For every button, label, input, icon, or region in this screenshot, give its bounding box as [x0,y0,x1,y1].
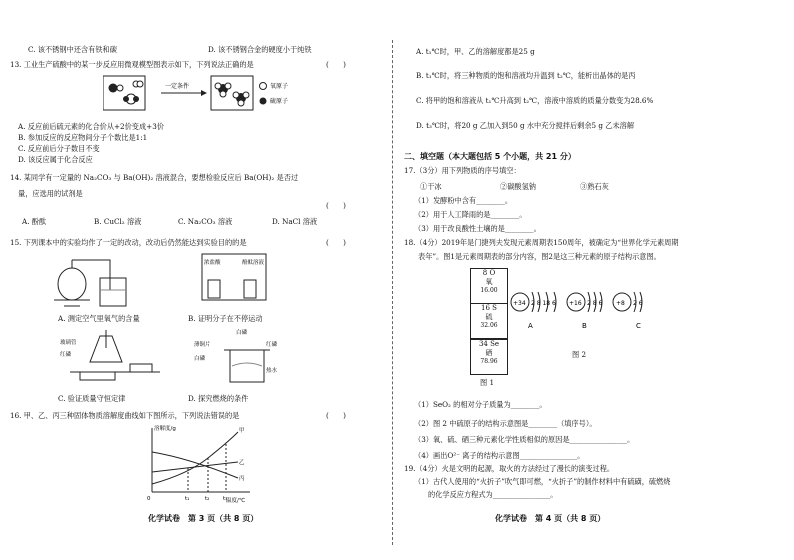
element-header: 8 O [482,269,496,277]
tick-t2: t₂ [205,496,210,502]
q13-arrow-label: 一定条件 [165,83,190,90]
label-conc-hcl: 浓盐酸 [204,260,221,266]
q12-option-c: C. 该不锈钢中还含有铁和碳 [28,45,117,54]
solubility-chart [138,422,258,506]
label-bing: 丙 [239,476,245,482]
label-glass-tube: 玻璃管 [60,340,77,346]
element-cell-selenium [470,339,508,375]
q15-answer-paren: ( ) [326,238,346,247]
footer-page-3: 化学试卷 第 3 页（共 8 页） [148,514,259,523]
element-mass: 16.00 [480,286,498,294]
q14-stem-cont: 量，应选用的试剂是 [18,189,83,198]
q13-stem: 13. 工业生产硫酸中的某一步反应用微观模型图表示如下，下列说法正确的是 [10,60,254,69]
atom-a-nucleus: +34 [513,300,526,307]
label-red-p: 红磷 [60,352,72,358]
element-cell-oxygen [470,268,508,304]
q15-option-b: B. 证明分子在不停运动 [188,314,263,323]
q17-blank-3: （3）用于改良酸性土壤的是________。 [414,224,541,233]
q13-answer-paren: ( ) [326,60,346,69]
q18-blank-2: （2）图 2 中硫原子的结构示意图是________（填序号）。 [414,419,597,428]
q13-option-d: D. 该反应属于化合反应 [18,155,93,164]
q16-option-c: C. 将甲的饱和溶液从 t₁℃升高到 t₂℃，溶液中溶质的质量分数变为28.6% [416,96,654,105]
q13-option-b: B. 参加反应的反应物间分子个数比是1:1 [18,133,148,142]
element-name: 硒 [485,348,493,357]
atom-b-nucleus: +16 [569,300,582,307]
q13-option-a: A. 反应前后硫元素的化合价从+2价变成+3价 [18,122,164,131]
atom-c-nucleus: +8 [616,300,625,307]
label-white-p-1: 白磷 [236,330,248,336]
x-axis-label: 温度/℃ [226,498,246,504]
q17-blank-1: （1）发酵粉中含有________。 [414,196,513,205]
q19-part-1-cont: 的化学反应方程式为________________。 [428,490,558,499]
tick-t3: t₃ [223,496,228,502]
q19-part-1: （1）古代人使用的“火折子”吹气即可燃，“火折子”的制作材料中有硫磺，硫燃烧 [414,477,671,486]
label-jia: 甲 [239,428,245,434]
q16-option-b: B. t₁℃时，将三种物质的饱和溶液均升温到 t₂℃，能析出晶体的是丙 [416,71,636,80]
atom-structure-diagrams [508,286,660,332]
q16-option-a: A. t₁℃时，甲、乙的溶解度都是25 g [416,47,535,56]
label-yi: 乙 [239,460,245,466]
q17-option-1: ①干冰 [420,182,442,191]
q15-apparatus-a [50,250,150,310]
label-white-p-2: 白磷 [194,356,206,362]
q16-option-d: D. t₃℃时，将20 g 乙加入到50 g 水中充分搅拌后剩余5 g 乙未溶解 [416,121,635,130]
section-2-title: 二、填空题（本大题包括 5 个小题，共 21 分） [404,152,576,161]
q16-answer-paren: ( ) [326,411,346,420]
q18-blank-3: （3）氧、硫、硒三种元素化学性质相似的原因是________________。 [414,435,635,444]
q18-stem-cont: 表年”。图1是元素周期表的部分内容，图2是这三种元素的原子结构示意图。 [418,252,661,261]
element-name: 氧 [485,277,493,286]
atom-c-shells: 2 6 [633,300,643,307]
q18-blank-4: （4）画出O²⁻ 离子的结构示意图________________。 [414,451,585,460]
label-copper-sheet: 薄铜片 [194,342,211,348]
label-hot-water: 热水 [266,368,278,374]
q15-option-a: A. 测定空气里氧气的含量 [58,314,140,323]
q17-blank-2: （2）用于人工降雨的是________。 [414,210,527,219]
q12-option-d: D. 该不锈钢合金的硬度小于纯铁 [208,45,312,54]
q18-stem: 18.（4分）2019年是门捷列夫发现元素周期表150周年，被确定为“世界化学元素周期 [404,238,679,247]
curve-bing [152,452,238,478]
q17-option-3: ③熟石灰 [580,182,609,191]
page-3 [8,0,388,560]
q17-stem: 17.（3分）用下列物质的序号填空： [404,166,521,175]
fig-1-caption: 图 1 [480,378,495,387]
tick-t1: t₁ [185,496,190,502]
q17-option-2: ②碳酸氢钠 [500,182,536,191]
q14-option-c: C. Na₂CO₃ 溶液 [178,217,233,226]
atom-b-shells: 2 8 6 [587,300,603,307]
q13-reaction-diagram [103,72,363,116]
legend-sulfur: 硫原子 [270,98,289,105]
atom-a-label: A [528,322,533,330]
q16-stem: 16. 甲、乙、丙三种固体物质溶解度曲线如下图所示，下列说法错误的是 [10,411,240,420]
page-4 [400,0,780,560]
q15-stem: 15. 下列课本中的实验均作了一定的改动，改动后仍然能达到实验目的的是 [10,238,247,247]
legend-oxygen: 氧原子 [270,83,289,90]
q15-option-d: D. 探究燃烧的条件 [188,394,249,403]
element-name: 硫 [485,312,493,321]
page-divider [392,40,393,545]
footer-page-4: 化学试卷 第 4 页（共 8 页） [495,514,606,523]
q14-stem: 14. 某同学有一定量的 Na₂CO₃ 与 Ba(OH)₂ 溶液混合，要想检验反应后 Ba(OH)₂ 是否过 [10,173,299,182]
curve-jia [152,432,238,484]
element-mass: 32.06 [480,321,498,329]
q14-answer-paren: ( ) [326,201,346,210]
q15-apparatus-d [192,326,282,390]
atom-a-shells: 2 8 18 6 [531,300,556,307]
element-mass: 78.96 [480,357,498,365]
tick-0: 0 [147,496,151,502]
q13-option-c: C. 反应前后分子数目不变 [18,144,100,153]
label-red-p-2: 红磷 [266,342,278,348]
q14-option-b: B. CuCl₂ 溶液 [94,217,142,226]
q15-apparatus-b [198,250,278,310]
q19-stem: 19.（4分）火是文明的起源，取火的方法经过了漫长的演变过程。 [404,464,615,473]
curve-yi [152,462,238,472]
q18-blank-1: （1）SeO₂ 的相对分子质量为________。 [414,400,547,409]
element-header: 34 Se [478,340,500,348]
atom-c-label: C [636,322,641,330]
q15-option-c: C. 验证质量守恒定律 [58,394,126,403]
element-header: 16 S [481,304,497,312]
q14-option-d: D. NaCl 溶液 [272,217,318,226]
element-cell-sulfur [470,303,508,339]
label-phenolphthalein: 酚酞溶液 [242,260,265,266]
atom-b-label: B [582,322,587,330]
y-axis-label: 溶解度/g [154,426,176,432]
q15-apparatus-c [60,328,170,388]
q14-option-a: A. 酚酞 [22,217,47,226]
fig-2-caption: 图 2 [572,350,587,359]
